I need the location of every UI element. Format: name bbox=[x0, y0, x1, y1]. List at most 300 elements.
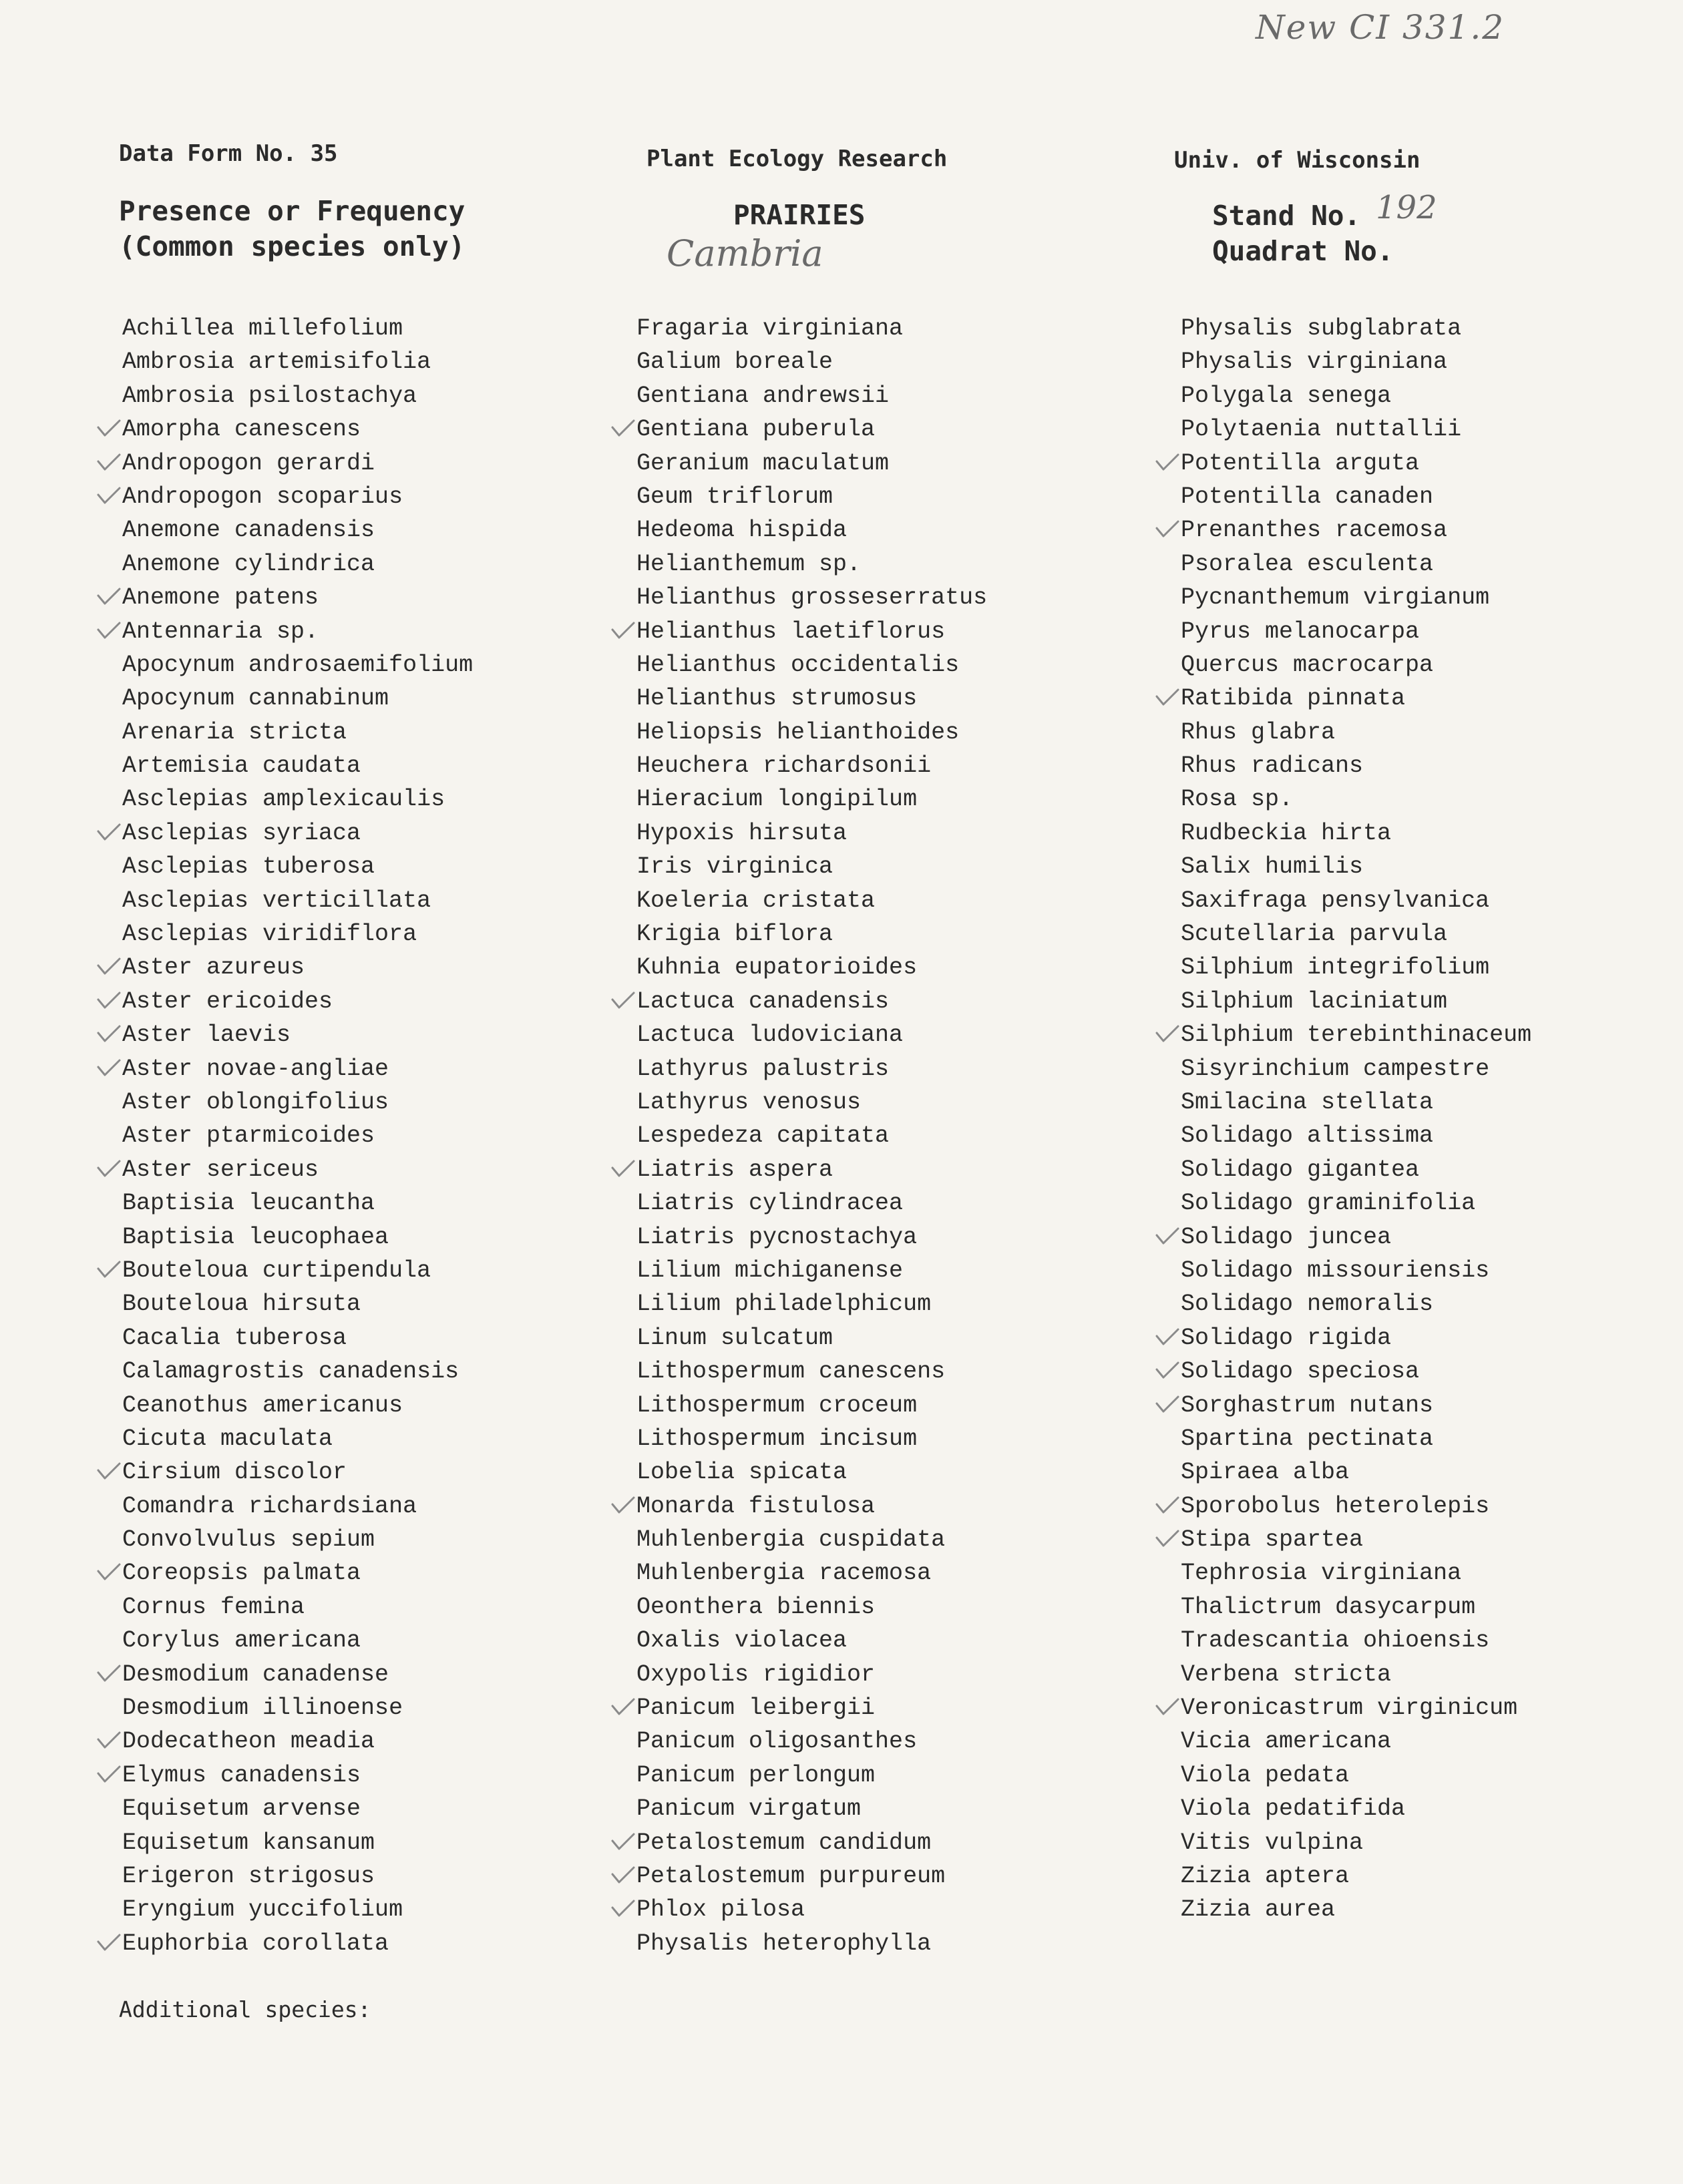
species-name: Solidago nemoralis bbox=[1181, 1291, 1434, 1318]
species-item bbox=[122, 1456, 473, 1489]
species-name: Hedeoma hispida bbox=[636, 517, 848, 544]
species-name: Ratibida pinnata bbox=[1181, 685, 1406, 712]
species-item bbox=[636, 1355, 987, 1388]
species-name: Anemone canadensis bbox=[122, 517, 375, 544]
species-item bbox=[122, 480, 473, 513]
species-name: Verbena stricta bbox=[1181, 1661, 1392, 1688]
species-item bbox=[1181, 1389, 1531, 1422]
checkmark-icon bbox=[1154, 1360, 1181, 1381]
species-item bbox=[636, 1254, 987, 1287]
species-item bbox=[122, 1556, 473, 1590]
species-item bbox=[1181, 312, 1531, 345]
species-item bbox=[636, 1927, 987, 1960]
species-item bbox=[122, 1221, 473, 1254]
species-name: Krigia biflora bbox=[636, 921, 833, 948]
species-item bbox=[636, 312, 987, 345]
species-item bbox=[1181, 548, 1531, 581]
species-name: Stipa spartea bbox=[1181, 1526, 1364, 1554]
species-name: Apocynum cannabinum bbox=[122, 685, 389, 712]
species-item bbox=[636, 1556, 987, 1590]
species-item bbox=[122, 850, 473, 883]
species-item bbox=[1181, 1826, 1531, 1860]
species-item bbox=[122, 884, 473, 917]
checkmark-icon bbox=[1154, 1528, 1181, 1550]
stand-quadrat-block bbox=[1212, 198, 1394, 269]
species-name: Aster novae-angliae bbox=[122, 1055, 389, 1082]
species-name: Psoralea esculenta bbox=[1181, 550, 1434, 578]
species-name: Heuchera richardsonii bbox=[636, 752, 932, 780]
species-name: Physalis heterophylla bbox=[636, 1930, 932, 1957]
species-item bbox=[636, 1490, 987, 1523]
species-name: Geranium maculatum bbox=[636, 449, 890, 477]
species-name: Andropogon scoparius bbox=[122, 483, 403, 510]
species-name: Arenaria stricta bbox=[122, 718, 347, 746]
species-item bbox=[636, 716, 987, 749]
species-name: Helianthus occidentalis bbox=[636, 651, 960, 678]
species-name: Panicum perlongum bbox=[636, 1761, 876, 1789]
checkmark-icon bbox=[96, 822, 122, 843]
species-name: Potentilla canaden bbox=[1181, 483, 1434, 510]
species-name: Iris virginica bbox=[636, 853, 833, 881]
species-item bbox=[636, 480, 987, 513]
species-name: Heliopsis helianthoides bbox=[636, 718, 960, 746]
handwritten-catalog-note: New CI 331.2 bbox=[1256, 8, 1505, 47]
species-item bbox=[636, 1624, 987, 1657]
species-name: Coreopsis palmata bbox=[122, 1560, 361, 1587]
species-item bbox=[1181, 1792, 1531, 1825]
university-name: Univ. of Wisconsin bbox=[1174, 147, 1421, 174]
species-name: Lespedeza capitata bbox=[636, 1122, 890, 1150]
species-item bbox=[1181, 951, 1531, 984]
species-name: Amorpha canescens bbox=[122, 416, 361, 443]
species-name: Pyrus melanocarpa bbox=[1181, 618, 1420, 645]
species-name: Zizia aurea bbox=[1181, 1896, 1336, 1924]
species-name: Vicia americana bbox=[1181, 1728, 1392, 1755]
checkmark-icon bbox=[96, 452, 122, 473]
species-name: Phlox pilosa bbox=[636, 1896, 805, 1924]
species-name: Asclepias viridiflora bbox=[122, 921, 417, 948]
species-item bbox=[1181, 1759, 1531, 1792]
checkmark-icon bbox=[1154, 1327, 1181, 1348]
species-name: Gentiana andrewsii bbox=[636, 382, 890, 409]
species-item bbox=[1181, 1153, 1531, 1186]
species-item bbox=[1181, 379, 1531, 413]
species-name: Lathyrus palustris bbox=[636, 1055, 890, 1082]
species-name: Rudbeckia hirta bbox=[1181, 819, 1392, 847]
species-name: Achillea millefolium bbox=[122, 315, 403, 342]
species-name: Petalostemum candidum bbox=[636, 1829, 932, 1856]
species-item bbox=[122, 951, 473, 984]
species-item bbox=[636, 985, 987, 1018]
species-item bbox=[636, 1153, 987, 1186]
species-name: Cirsium discolor bbox=[122, 1459, 347, 1486]
species-item bbox=[1181, 817, 1531, 850]
species-name: Ambrosia psilostachya bbox=[122, 382, 417, 409]
checkmark-icon bbox=[610, 1898, 636, 1920]
species-item bbox=[1181, 1456, 1531, 1489]
species-item bbox=[122, 917, 473, 951]
species-name: Cicuta maculata bbox=[122, 1425, 333, 1452]
checkmark-icon bbox=[96, 1764, 122, 1785]
presence-heading bbox=[119, 194, 465, 264]
species-item bbox=[636, 1119, 987, 1152]
species-name: Equisetum kansanum bbox=[122, 1829, 375, 1856]
species-name: Solidago graminifolia bbox=[1181, 1190, 1476, 1217]
species-name: Bouteloua hirsuta bbox=[122, 1291, 361, 1318]
species-item bbox=[122, 1254, 473, 1287]
species-item bbox=[122, 1018, 473, 1052]
species-item bbox=[636, 548, 987, 581]
species-name: Helianthus strumosus bbox=[636, 685, 918, 712]
species-item bbox=[122, 1759, 473, 1792]
species-name: Fragaria virginiana bbox=[636, 315, 904, 342]
species-item bbox=[122, 1052, 473, 1086]
species-name: Helianthus grosseserratus bbox=[636, 584, 988, 612]
species-name: Salix humilis bbox=[1181, 853, 1364, 881]
species-name: Viola pedata bbox=[1181, 1761, 1350, 1789]
checkmark-icon bbox=[96, 1663, 122, 1685]
species-name: Lithospermum incisum bbox=[636, 1425, 918, 1452]
species-item bbox=[122, 1422, 473, 1456]
species-item bbox=[636, 1086, 987, 1119]
species-item bbox=[636, 513, 987, 547]
species-name: Oxalis violacea bbox=[636, 1627, 848, 1655]
species-name: Bouteloua curtipendula bbox=[122, 1257, 431, 1284]
species-name: Asclepias amplexicaulis bbox=[122, 786, 445, 813]
species-item bbox=[1181, 413, 1531, 446]
species-item bbox=[1181, 581, 1531, 614]
species-item bbox=[122, 1119, 473, 1152]
species-name: Rhus glabra bbox=[1181, 718, 1336, 746]
species-name: Panicum leibergii bbox=[636, 1695, 876, 1722]
checkmark-icon bbox=[610, 620, 636, 642]
species-item bbox=[1181, 648, 1531, 682]
species-item bbox=[636, 917, 987, 951]
checkmark-icon bbox=[1154, 1394, 1181, 1415]
species-name: Cornus femina bbox=[122, 1593, 305, 1620]
checkmark-icon bbox=[96, 1259, 122, 1281]
species-name: Vitis vulpina bbox=[1181, 1829, 1364, 1856]
species-name: Euphorbia corollata bbox=[122, 1930, 389, 1957]
species-name: Lithospermum canescens bbox=[636, 1358, 946, 1385]
species-item bbox=[122, 548, 473, 581]
presence-line-1: Presence or Frequency bbox=[119, 195, 465, 227]
species-item bbox=[636, 1456, 987, 1489]
species-item bbox=[1181, 345, 1531, 379]
species-item bbox=[1181, 1523, 1531, 1556]
checkmark-icon bbox=[96, 1932, 122, 1954]
species-item bbox=[1181, 1186, 1531, 1220]
checkmark-icon bbox=[610, 1495, 636, 1516]
species-item bbox=[636, 379, 987, 413]
species-name: Lilium philadelphicum bbox=[636, 1291, 932, 1318]
species-name: Silphium integrifolium bbox=[1181, 954, 1490, 981]
checkmark-icon bbox=[610, 1865, 636, 1886]
species-item bbox=[636, 1321, 987, 1355]
quadrat-no-label: Quadrat No. bbox=[1212, 235, 1394, 267]
species-name: Muhlenbergia cuspidata bbox=[636, 1526, 946, 1554]
species-item bbox=[1181, 1590, 1531, 1624]
species-item bbox=[122, 783, 473, 816]
species-item bbox=[122, 1523, 473, 1556]
species-name: Aster laevis bbox=[122, 1022, 291, 1049]
species-item bbox=[1181, 884, 1531, 917]
species-name: Lilium michiganense bbox=[636, 1257, 904, 1284]
species-item bbox=[636, 1221, 987, 1254]
species-name: Scutellaria parvula bbox=[1181, 921, 1448, 948]
species-item bbox=[122, 1153, 473, 1186]
species-name: Geum triflorum bbox=[636, 483, 833, 510]
species-name: Desmodium canadense bbox=[122, 1661, 389, 1688]
species-item bbox=[122, 1624, 473, 1657]
species-item bbox=[636, 1287, 987, 1321]
presence-line-2: (Common species only) bbox=[119, 230, 465, 262]
checkmark-icon bbox=[96, 418, 122, 439]
species-item bbox=[636, 1725, 987, 1758]
species-item bbox=[122, 1893, 473, 1926]
species-name: Cacalia tuberosa bbox=[122, 1324, 347, 1351]
form-number: Data Form No. 35 bbox=[119, 140, 338, 167]
species-name: Solidago speciosa bbox=[1181, 1358, 1420, 1385]
species-item bbox=[636, 1523, 987, 1556]
species-item bbox=[1181, 1860, 1531, 1893]
species-item bbox=[122, 1792, 473, 1825]
species-name: Solidago altissima bbox=[1181, 1122, 1434, 1150]
checkmark-icon bbox=[610, 418, 636, 439]
species-name: Aster sericeus bbox=[122, 1156, 319, 1183]
species-item bbox=[636, 1860, 987, 1893]
checkmark-icon bbox=[610, 1158, 636, 1180]
species-item bbox=[636, 1018, 987, 1052]
species-item bbox=[1181, 1422, 1531, 1456]
species-name: Lathyrus venosus bbox=[636, 1088, 862, 1116]
species-name: Viola pedatifida bbox=[1181, 1795, 1406, 1823]
species-item bbox=[122, 985, 473, 1018]
species-item bbox=[1181, 1221, 1531, 1254]
species-column-3 bbox=[1181, 312, 1531, 1927]
species-name: Koeleria cristata bbox=[636, 887, 876, 914]
species-item bbox=[1181, 1018, 1531, 1052]
species-name: Comandra richardsiana bbox=[122, 1492, 417, 1520]
species-item bbox=[636, 1658, 987, 1691]
species-name: Silphium terebinthinaceum bbox=[1181, 1022, 1532, 1049]
species-name: Aster ericoides bbox=[122, 988, 333, 1015]
species-item bbox=[1181, 1490, 1531, 1523]
species-name: Asclepias syriaca bbox=[122, 819, 361, 847]
species-item bbox=[636, 413, 987, 446]
species-name: Saxifraga pensylvanica bbox=[1181, 887, 1490, 914]
species-item bbox=[1181, 1893, 1531, 1926]
species-name: Pycnanthemum virgianum bbox=[1181, 584, 1490, 612]
species-item bbox=[636, 581, 987, 614]
species-name: Prenanthes racemosa bbox=[1181, 517, 1448, 544]
species-item bbox=[122, 1658, 473, 1691]
species-item bbox=[122, 447, 473, 480]
species-item bbox=[122, 1086, 473, 1119]
species-item bbox=[1181, 480, 1531, 513]
species-item bbox=[1181, 1725, 1531, 1758]
species-name: Smilacina stellata bbox=[1181, 1088, 1434, 1116]
checkmark-icon bbox=[96, 1158, 122, 1180]
checkmark-icon bbox=[1154, 1495, 1181, 1516]
species-column-1 bbox=[122, 312, 473, 1960]
species-item bbox=[1181, 1355, 1531, 1388]
species-name: Anemone patens bbox=[122, 584, 319, 612]
checkmark-icon bbox=[610, 1697, 636, 1718]
species-item bbox=[122, 379, 473, 413]
species-name: Equisetum arvense bbox=[122, 1795, 361, 1823]
species-item bbox=[1181, 985, 1531, 1018]
species-name: Zizia aptera bbox=[1181, 1862, 1350, 1890]
additional-species-label: Additional species: bbox=[119, 1996, 371, 2022]
species-item bbox=[122, 648, 473, 682]
species-name: Oxypolis rigidior bbox=[636, 1661, 876, 1688]
species-name: Kuhnia eupatorioides bbox=[636, 954, 918, 981]
species-name: Petalostemum purpureum bbox=[636, 1862, 946, 1890]
checkmark-icon bbox=[96, 620, 122, 642]
checkmark-icon bbox=[1154, 452, 1181, 473]
species-name: Lobelia spicata bbox=[636, 1459, 848, 1486]
species-name: Hypoxis hirsuta bbox=[636, 819, 848, 847]
species-name: Lactuca ludoviciana bbox=[636, 1022, 904, 1049]
species-name: Convolvulus sepium bbox=[122, 1526, 375, 1554]
species-name: Polytaenia nuttallii bbox=[1181, 416, 1462, 443]
species-name: Lactuca canadensis bbox=[636, 988, 890, 1015]
species-item bbox=[122, 413, 473, 446]
species-item bbox=[1181, 1321, 1531, 1355]
checkmark-icon bbox=[96, 586, 122, 608]
species-item bbox=[122, 749, 473, 783]
species-name: Spiraea alba bbox=[1181, 1459, 1350, 1486]
species-item bbox=[636, 1893, 987, 1926]
species-item bbox=[122, 682, 473, 715]
species-name: Aster ptarmicoides bbox=[122, 1122, 375, 1150]
species-item bbox=[122, 817, 473, 850]
species-item bbox=[122, 716, 473, 749]
species-item bbox=[122, 312, 473, 345]
species-item bbox=[1181, 1254, 1531, 1287]
species-column-2 bbox=[636, 312, 987, 1960]
species-name: Tephrosia virginiana bbox=[1181, 1560, 1462, 1587]
species-name: Hieracium longipilum bbox=[636, 786, 918, 813]
species-name: Desmodium illinoense bbox=[122, 1695, 403, 1722]
species-name: Gentiana puberula bbox=[636, 416, 876, 443]
species-name: Asclepias verticillata bbox=[122, 887, 431, 914]
stand-no-label: Stand No. bbox=[1212, 200, 1361, 232]
species-item bbox=[122, 615, 473, 648]
species-item bbox=[1181, 1624, 1531, 1657]
checkmark-icon bbox=[1154, 687, 1181, 708]
species-name: Liatris cylindracea bbox=[636, 1190, 904, 1217]
species-item bbox=[636, 817, 987, 850]
checkmark-icon bbox=[96, 990, 122, 1012]
species-name: Sisyrinchium campestre bbox=[1181, 1055, 1490, 1082]
species-name: Lithospermum croceum bbox=[636, 1391, 918, 1419]
checkmark-icon bbox=[1154, 1024, 1181, 1045]
species-name: Muhlenbergia racemosa bbox=[636, 1560, 932, 1587]
species-item bbox=[636, 884, 987, 917]
checkmark-icon bbox=[96, 1024, 122, 1045]
species-name: Rosa sp. bbox=[1181, 786, 1294, 813]
species-name: Thalictrum dasycarpum bbox=[1181, 1593, 1476, 1620]
species-name: Erigeron strigosus bbox=[122, 1862, 375, 1890]
species-name: Calamagrostis canadensis bbox=[122, 1358, 459, 1385]
species-name: Linum sulcatum bbox=[636, 1324, 833, 1351]
handwritten-location: Cambria bbox=[667, 232, 823, 274]
checkmark-icon bbox=[1154, 1226, 1181, 1247]
species-item bbox=[1181, 1052, 1531, 1086]
species-name: Panicum virgatum bbox=[636, 1795, 862, 1823]
species-item bbox=[636, 1389, 987, 1422]
species-name: Artemisia caudata bbox=[122, 752, 361, 780]
species-name: Baptisia leucantha bbox=[122, 1190, 375, 1217]
checkmark-icon bbox=[610, 990, 636, 1012]
species-name: Sorghastrum nutans bbox=[1181, 1391, 1434, 1419]
research-title: Plant Ecology Research bbox=[646, 146, 948, 172]
species-name: Quercus macrocarpa bbox=[1181, 651, 1434, 678]
checkmark-icon bbox=[1154, 1697, 1181, 1718]
species-name: Veronicastrum virginicum bbox=[1181, 1695, 1518, 1722]
species-item bbox=[636, 447, 987, 480]
checkmark-icon bbox=[96, 1058, 122, 1079]
species-name: Helianthus laetiflorus bbox=[636, 618, 946, 645]
species-item bbox=[1181, 513, 1531, 547]
species-name: Solidago missouriensis bbox=[1181, 1257, 1490, 1284]
species-item bbox=[636, 682, 987, 715]
checkmark-icon bbox=[96, 1461, 122, 1482]
species-item bbox=[122, 1287, 473, 1321]
species-item bbox=[636, 1826, 987, 1860]
species-name: Dodecatheon meadia bbox=[122, 1728, 375, 1755]
species-item bbox=[1181, 1086, 1531, 1119]
checkmark-icon bbox=[96, 485, 122, 507]
species-item bbox=[1181, 917, 1531, 951]
species-name: Monarda fistulosa bbox=[636, 1492, 876, 1520]
species-name: Spartina pectinata bbox=[1181, 1425, 1434, 1452]
species-name: Asclepias tuberosa bbox=[122, 853, 375, 881]
species-name: Andropogon gerardi bbox=[122, 449, 375, 477]
species-name: Elymus canadensis bbox=[122, 1761, 361, 1789]
checkmark-icon bbox=[96, 1730, 122, 1751]
species-item bbox=[636, 749, 987, 783]
species-name: Potentilla arguta bbox=[1181, 449, 1420, 477]
species-item bbox=[1181, 1119, 1531, 1152]
species-item bbox=[1181, 783, 1531, 816]
species-item bbox=[1181, 1287, 1531, 1321]
species-name: Polygala senega bbox=[1181, 382, 1392, 409]
species-item bbox=[636, 345, 987, 379]
species-item bbox=[1181, 447, 1531, 480]
species-name: Galium boreale bbox=[636, 349, 833, 376]
species-item bbox=[122, 1490, 473, 1523]
species-item bbox=[122, 581, 473, 614]
species-item bbox=[122, 1691, 473, 1725]
species-name: Ceanothus americanus bbox=[122, 1391, 403, 1419]
species-name: Aster azureus bbox=[122, 954, 305, 981]
species-item bbox=[1181, 1658, 1531, 1691]
species-item bbox=[636, 1691, 987, 1725]
species-item bbox=[636, 1422, 987, 1456]
prairies-heading: PRAIRIES bbox=[733, 199, 866, 231]
species-item bbox=[636, 615, 987, 648]
species-item bbox=[1181, 749, 1531, 783]
checkmark-icon bbox=[610, 1831, 636, 1853]
species-item bbox=[122, 1927, 473, 1960]
species-item bbox=[122, 1355, 473, 1388]
species-item bbox=[636, 1590, 987, 1624]
species-item bbox=[1181, 682, 1531, 715]
species-name: Antennaria sp. bbox=[122, 618, 319, 645]
